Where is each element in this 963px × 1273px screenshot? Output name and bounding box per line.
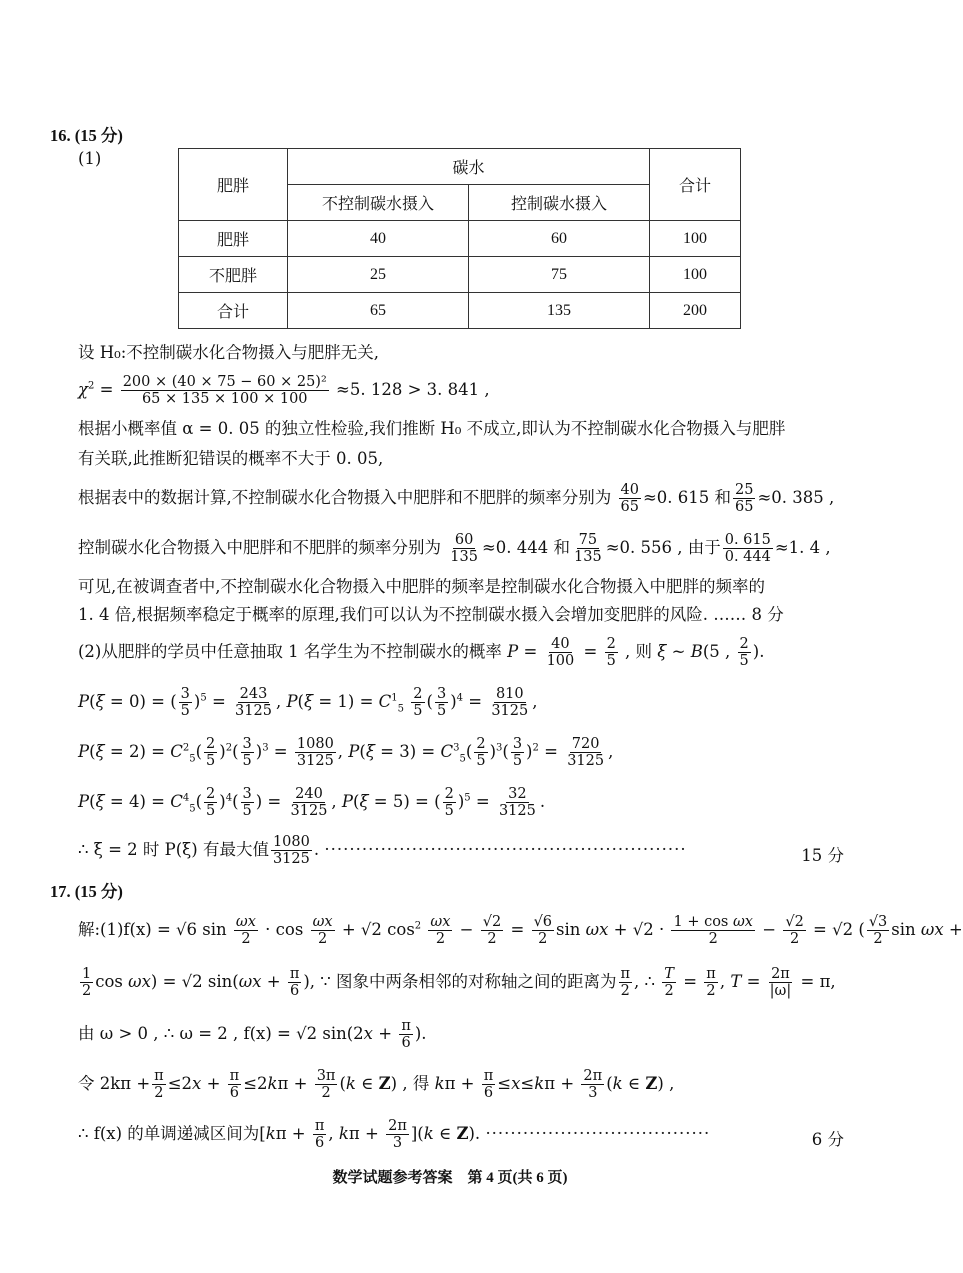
paragraph-line: 1. 4 倍,根据频率稳定于概率的原理,我们可以认为不控制碳水摄入会增加变肥胖的风险. …… 8 分 xyxy=(78,605,784,624)
table-header-no-ctrl: 不控制碳水摄入 xyxy=(288,185,469,221)
contingency-table xyxy=(178,148,741,329)
score-15: 15 分 xyxy=(801,846,844,865)
freq-text: 根据表中的数据计算,不控制碳水化合物摄入中肥胖和不肥胖的频率分别为 xyxy=(78,488,612,507)
row-label: 合计 xyxy=(179,293,288,329)
q17-line-3: 由 ω > 0 , ∴ ω = 2 , f(x) = √2 sin(2x + $\frac{\pi}{6}$ ). xyxy=(78,1018,427,1051)
row-label: 不肥胖 xyxy=(179,257,288,293)
q16-header: 16. (15 分) xyxy=(50,126,123,145)
prob-line-3: $P(\xi = 4) = C^4_5$( $\frac{2}{5}$ )$^4$( $\frac{3}{5}$ ) = $\frac{240}{3125}$ , P(ξ = 5) = ( $\frac{2}{5}$ )$^5$ = $\frac{32}{3125}$ . xyxy=(78,786,546,819)
cell: 100 xyxy=(650,221,741,257)
cell: 25 xyxy=(288,257,469,293)
cell: 100 xyxy=(650,257,741,293)
conclusion-line: ∴ ξ = 2 时 P(ξ) 有最大值 $\frac{1080}{3125}$ . ·························································· xyxy=(78,834,687,867)
chi-denominator: 65 × 135 × 100 × 100 xyxy=(141,391,308,407)
part2-text: (2)从肥胖的学员中任意抽取 1 名学生为不控制碳水的概率 xyxy=(78,642,502,661)
q17-text: 解:(1)f(x) = √6 sin xyxy=(78,920,227,939)
part2-line: (2)从肥胖的学员中任意抽取 1 名学生为不控制碳水的概率 P = $\frac{40}{100}$ = $\frac{2}{5}$ , 则 ξ ~ B(5 , $\frac{2}{5}$ ). xyxy=(78,636,765,669)
freq-text: 控制碳水化合物摄入中肥胖和不肥胖的频率分别为 xyxy=(78,538,441,557)
q16-part1-label: (1) xyxy=(78,149,102,168)
table-header-fat: 肥胖 xyxy=(179,149,288,221)
cell: 135 xyxy=(469,293,650,329)
q17-line-5: ∴ f(x) 的单调递减区间为[kπ + $\frac{\pi}{6}$ , kπ + $\frac{2\pi}{3}$ ](k ∈ Z). ···································· xyxy=(78,1118,711,1151)
table-row xyxy=(179,257,741,293)
q17-text: ∴ f(x) 的单调递减区间为 xyxy=(78,1124,260,1143)
prob-line-2: $P(\xi = 2) = C^2_5$( $\frac{2}{5}$ )$^2$( $\frac{3}{5}$ )$^3$ = $\frac{1080}{3125}$ , $P(\xi = 3) = C^3_5$( $\frac{2}{5}$ )$^3$( $\frac{3}{5}$ )$^2$ = $\frac{720}{3125}$ , xyxy=(78,736,614,769)
paragraph-line: 有关联,此推断犯错误的概率不大于 0. 05, xyxy=(78,449,384,468)
score-6: 6 分 xyxy=(811,1130,844,1149)
prob-line-1: P(ξ = 0) = ( $\frac{3}{5}$ )$^5$ = $\frac{243}{3125}$ , $P(\xi = 1) = C^1_5$ $\frac{2}{5}$ ( $\frac{3}{5}$ )$^4$ = $\frac{810}{3125}$ , xyxy=(78,686,538,719)
freq-line-1: 根据表中的数据计算,不控制碳水化合物摄入中肥胖和不肥胖的频率分别为 $\frac{40}{65}$ ≈0. 615 和 $\frac{25}{65}$ ≈0. 385 , xyxy=(78,482,835,515)
q17-line-4: 令 2kπ + $\frac{\pi}{2}$ ≤2x + $\frac{\pi}{6}$ ≤2kπ + $\frac{3\pi}{2}$ (k ∈ Z) , 得 kπ + $\frac{\pi}{6}$ ≤x≤kπ + $\frac{2\pi}{3}$ (k ∈ Z) , xyxy=(78,1068,675,1101)
paragraph-line: 根据小概率值 α = 0. 05 的独立性检验,我们推断 H₀ 不成立,即认为不控制碳水化合物摄入与肥胖 xyxy=(78,419,786,438)
cell: 65 xyxy=(288,293,469,329)
chi-result: ≈5. 128 > 3. 841 , xyxy=(336,380,490,399)
cell: 75 xyxy=(469,257,650,293)
chi-square-formula: $\chi^2$ = $\frac{\text{200 × (40 × 75 − 60 × 25)²}}{65 \times 135 \times 100 \times 100}$ ≈5. 128 > 3. 841 , xyxy=(78,374,490,407)
q17-line-2: $\frac{1}{2}$ cos ωx) = √2 sin(ωx + $\frac{\pi}{6}$ ), ∵ 图象中两条相邻的对称轴之间的距离为 $\frac{\pi}{2}$ , ∴ $\frac{T}{2}$ = $\frac{\pi}{2}$ , T = $\frac{2\pi}{|\omega|}$ = π, xyxy=(82,966,836,999)
cell: 60 xyxy=(469,221,650,257)
table-header-ctrl: 控制碳水摄入 xyxy=(469,185,650,221)
cell: 200 xyxy=(650,293,741,329)
q17-line-1: 解:(1)f(x) = √6 sin $\frac{\omega x}{2}$ · cos $\frac{\omega x}{2}$ + √2 $\cos^2$ $\frac{\omega x}{2}$ − $\frac{√2}{2}$ = $\frac{√6}{2}$ sin ωx + √2 · $\frac{\text{1 + cos ωx}}{2}$ − $\frac{√2}{2}$ = √2 ( $\frac{√3}{2}$ sin ωx + xyxy=(78,914,963,947)
table-row xyxy=(179,221,741,257)
cell: 40 xyxy=(288,221,469,257)
q17-header: 17. (15 分) xyxy=(50,882,123,901)
h0-statement: 设 H₀:不控制碳水化合物摄入与肥胖无关, xyxy=(78,343,380,362)
table-row xyxy=(179,293,741,329)
chi-numerator: 200 × (40 × 75 − 60 × 25)² xyxy=(122,374,327,390)
q17-text: 由 ω > 0 , ∴ ω = 2 , f(x) = √2 sin xyxy=(78,1024,347,1043)
table-header-carb: 碳水 xyxy=(288,149,650,185)
table-header-total: 合计 xyxy=(650,149,741,221)
conclusion-text: ∴ ξ = 2 时 P(ξ) 有最大值 xyxy=(78,840,269,859)
q17-text: 令 2kπ + xyxy=(78,1074,151,1093)
page-footer: 数学试题参考答案 第 4 页(共 6 页) xyxy=(332,1170,568,1186)
freq-line-2: 控制碳水化合物摄入中肥胖和不肥胖的频率分别为 $\frac{60}{135}$ ≈0. 444 和 $\frac{75}{135}$ ≈0. 556 , 由于 $\frac{0. 615}{0. 444}$ ≈1. 4 , xyxy=(78,532,831,565)
row-label: 肥胖 xyxy=(179,221,288,257)
paragraph-line: 可见,在被调查者中,不控制碳水化合物摄入中肥胖的频率是控制碳水化合物摄入中肥胖的频率的 xyxy=(78,577,765,596)
